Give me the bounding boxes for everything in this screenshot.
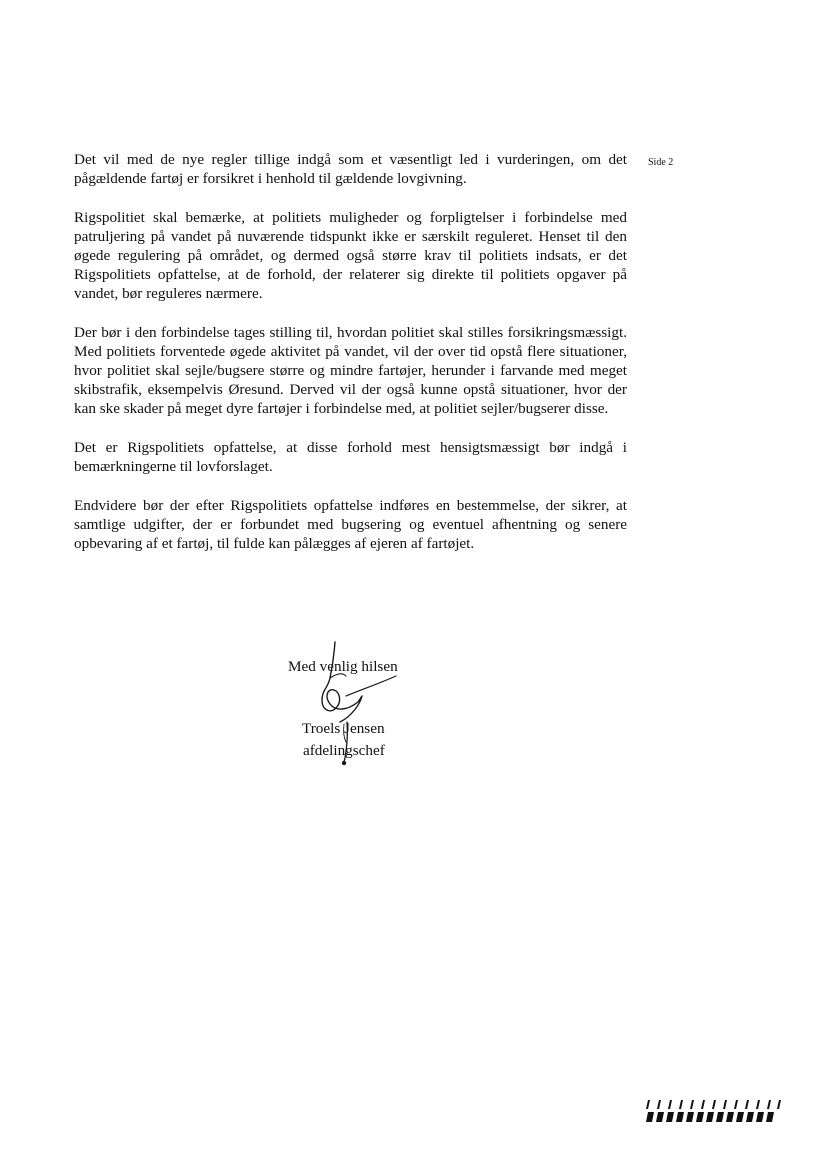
signatory-title: afdelingschef (303, 742, 385, 759)
document-barcode (645, 1097, 781, 1125)
paragraph-patrol-regulation: Rigspolitiet skal bemærke, at politiets muligheder og forpligtelser i forbindelse med patruljering på vandet på nuværende tidspunkt ikke er særskilt reguleret. Henset til den øgede regulering på området, og dermed også større krav til politiets indsats, er det Rigspolitiets opfattelse, at de forhold, der relaterer sig direkte til politiets opgaver på vandet, bør reguleres nærmere. (74, 209, 627, 302)
paragraph-insurance: Det vil med de nye regler tillige indgå som et væsentligt led i vurderingen, om det pågældende fartøj er forsikret i henhold til gældende lovgivning. (74, 151, 627, 187)
signatory-name: Troels Jensen (302, 720, 385, 737)
page-number-label: Side 2 (648, 157, 674, 168)
letter-body (74, 150, 627, 573)
paragraph-bill-remarks: Det er Rigspolitiets opfattelse, at disse forhold mest hensigtsmæssigt bør indgå i bemærkningerne til lovforslaget. (74, 439, 627, 475)
paragraph-police-insurance: Der bør i den forbindelse tages stilling til, hvordan politiet skal stilles forsikringsmæssigt. Med politiets forventede øgede aktivitet på vandet, vil der over tid opstå flere situationer, hvor politiet skal sejle/bugsere større og mindre fartøjer, herunder i farvande med meget skibstrafik, eksempelvis Øresund. Derved vil der også kunne opstå situationer, hvor der kan ske skader på meget dyre fartøjer i forbindelse med, at politiet sejler/bugserer disse. (74, 324, 627, 417)
closing-greeting: Med venlig hilsen (288, 658, 398, 675)
paragraph-costs-provision: Endvidere bør der efter Rigspolitiets opfattelse indføres en bestemmelse, der sikrer, at samtlige udgifter, der er forbundet med bugsering og eventuel afhentning og senere opbevaring af et fartøj, til fulde kan pålægges af ejeren af fartøjet. (74, 497, 627, 552)
